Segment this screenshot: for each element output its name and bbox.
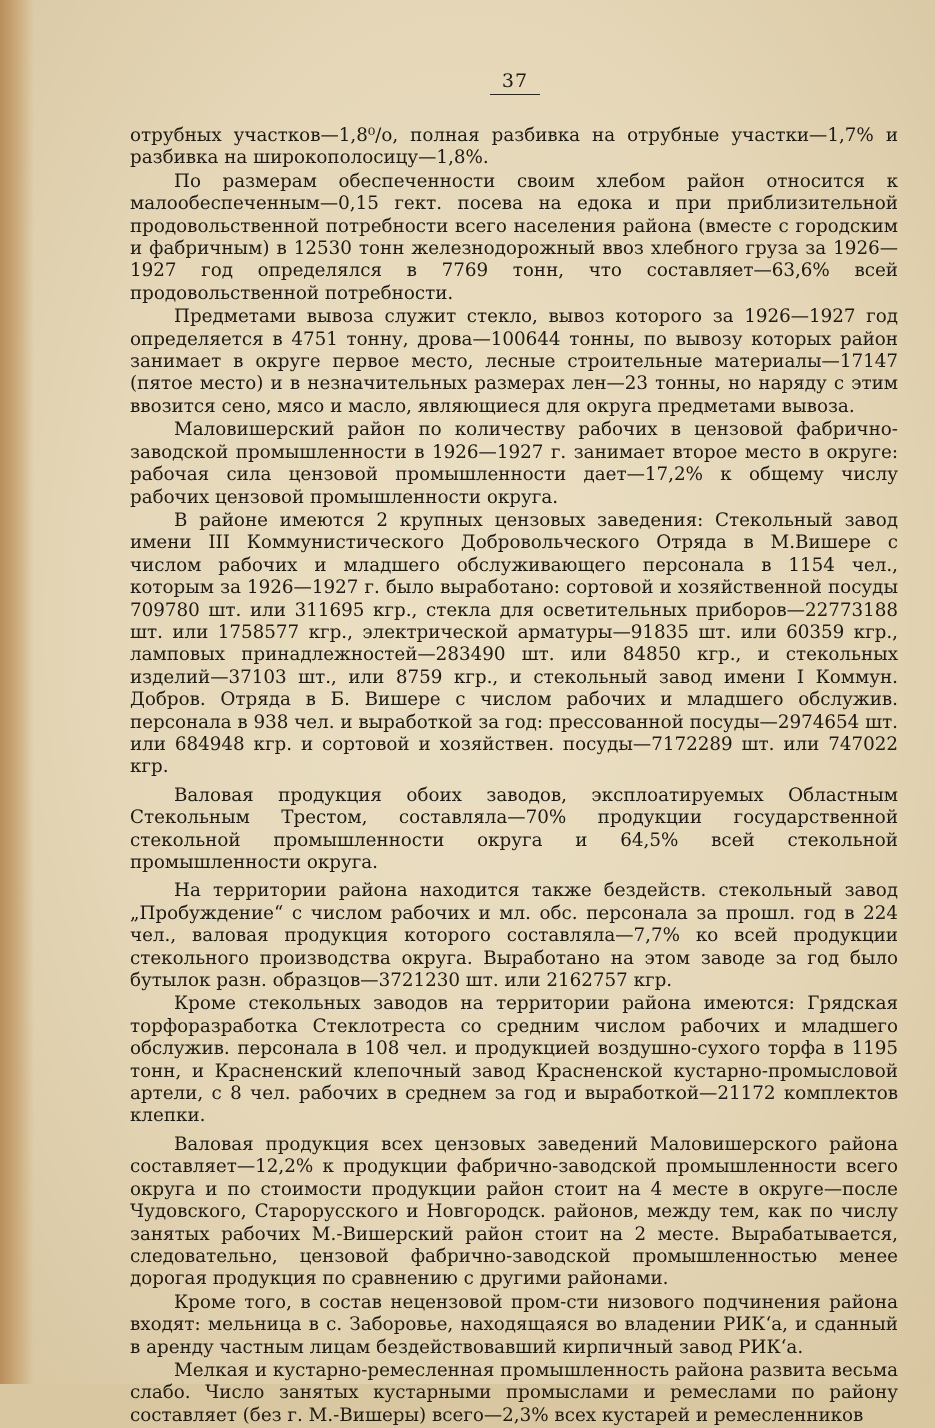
paragraph-10: Кроме того, в состав нецензовой пром-сти низового подчинения района входят: мельница в с. Заборовье, находящаяся во владении РИК‘а, и сданный в аренду частным лицам бездействовавший кирпичный завод РИК‘а. — [130, 1291, 898, 1358]
paragraph-6: Валовая продукция обоих заводов, эксплоатируемых Областным Стекольным Трестом, составляла—70% продукции государственной стекольной промышленности округа и 64,5% всей стекольной промышленности округа. — [130, 784, 898, 873]
paragraph-9: Валовая продукция всех цензовых заведений Маловишерского района составляет—12,2% к продукции фабрично-заводской промышленности всего округа и по стоимости продукции район стоит на 4 месте в округе—после Чудовского, Старорусского и Новгородск. районов, между тем, как по числу занятых рабочих М.-Вишерский район стоит на 2 месте. Вырабатывается, следовательно, цензовой фабрично-заводской промышленностью менее дорогая продукция по сравнению с другими районами. — [130, 1133, 898, 1290]
paragraph-2: По размерам обеспеченности своим хлебом район относится к малообеспеченным—0,15 гект. посева на едока и при приблизительной продовольственной потребности всего населения района (вместе с городским и фабричным) в 12530 тонн железнодорожный ввоз хлебного груза за 1926—1927 год определялся в 7769 тонн, что составляет—63,6% всей продовольственной потребности. — [130, 170, 898, 304]
paragraph-5: В районе имеются 2 крупных цензовых заведения: Стекольный завод имени III Коммунистического Добровольческого Отряда в М.Вишере с числом рабочих и младшего обслуживающего персонала в 1154 чел., которым за 1926—1927 г. было выработано: сортовой и хозяйственной посуды 709780 шт. или 311695 кгр., стекла для осветительных приборов—22773188 шт. или 1758577 кгр., электрической арматуры—91835 шт. или 60359 кгр., ламповых принадлежностей—283490 шт. или 84850 кгр., и стекольных изделий—37103 шт., или 8759 кгр., и стекольный завод имени I Коммун. Добров. Отряда в Б. Вишере с числом рабочих и младшего обслужив. персонала в 938 чел. и выработкой за год: прессованной посуды—2974654 шт. или 684948 кгр. и сортовой и хозяйствен. посуды—7172289 шт. или 747022 кгр. — [130, 509, 898, 778]
body-text — [130, 125, 898, 1428]
paragraph-3: Предметами вывоза служит стекло, вывоз которого за 1926—1927 год определяется в 4751 тонну, дрова—100644 тонны, по вывозу которых район занимает в округе первое место, лесные строительные материалы—17147 (пятое место) и в незначительных размерах лен—23 тонны, но наряду с этим ввозится сено, мясо и масло, являющиеся для округа предметами вывоза. — [130, 306, 898, 417]
page-edge-shadow — [0, 0, 34, 1384]
paragraph-11: Мелкая и кустарно-ремесленная промышленность района развита весьма слабо. Число занятых кустарными промыслами и ремеслами по району составляет (без г. М.-Вишеры) всего—2,3% всех кустарей и ремесленников — [130, 1359, 898, 1426]
paragraph-8: Кроме стекольных заводов на территории района имеются: Грядская торфоразработка Стеклотреста со средним числом рабочих и младшего обслужив. персонала в 108 чел. и продукцией воздушно-сухого торфа в 1195 тонн, и Красненский клепочный завод Красненской кустарно-промысловой артели, с 8 чел. рабочих в среднем за год и выработкой—21172 комплектов клепки. — [130, 993, 898, 1127]
paragraph-4: Маловишерский район по количеству рабочих в цензовой фабрично-заводской промышленности в 1926—1927 г. занимает второе место в округе: рабочая сила цензовой промышленности дает—17,2% к общему числу рабочих цензовой промышленности округа. — [130, 419, 898, 508]
paragraph-1: отрубных участков—1,8⁰/о, полная разбивка на отрубные участки—1,7% и разбивка на широкополосицу—1,8%. — [130, 125, 898, 169]
page-number: 37 — [490, 70, 540, 95]
paragraph-7: На территории района находится также бездейств. стекольный завод „Пробуждение“ с числом рабочих и мл. обс. персонала за прошл. год в 224 чел., валовая продукция которого составляла—7,7% ко всей продукции стекольного производства округа. Выработано на этом заводе за год было бутылок разн. образцов—3721230 шт. или 2162757 кгр. — [130, 880, 898, 992]
